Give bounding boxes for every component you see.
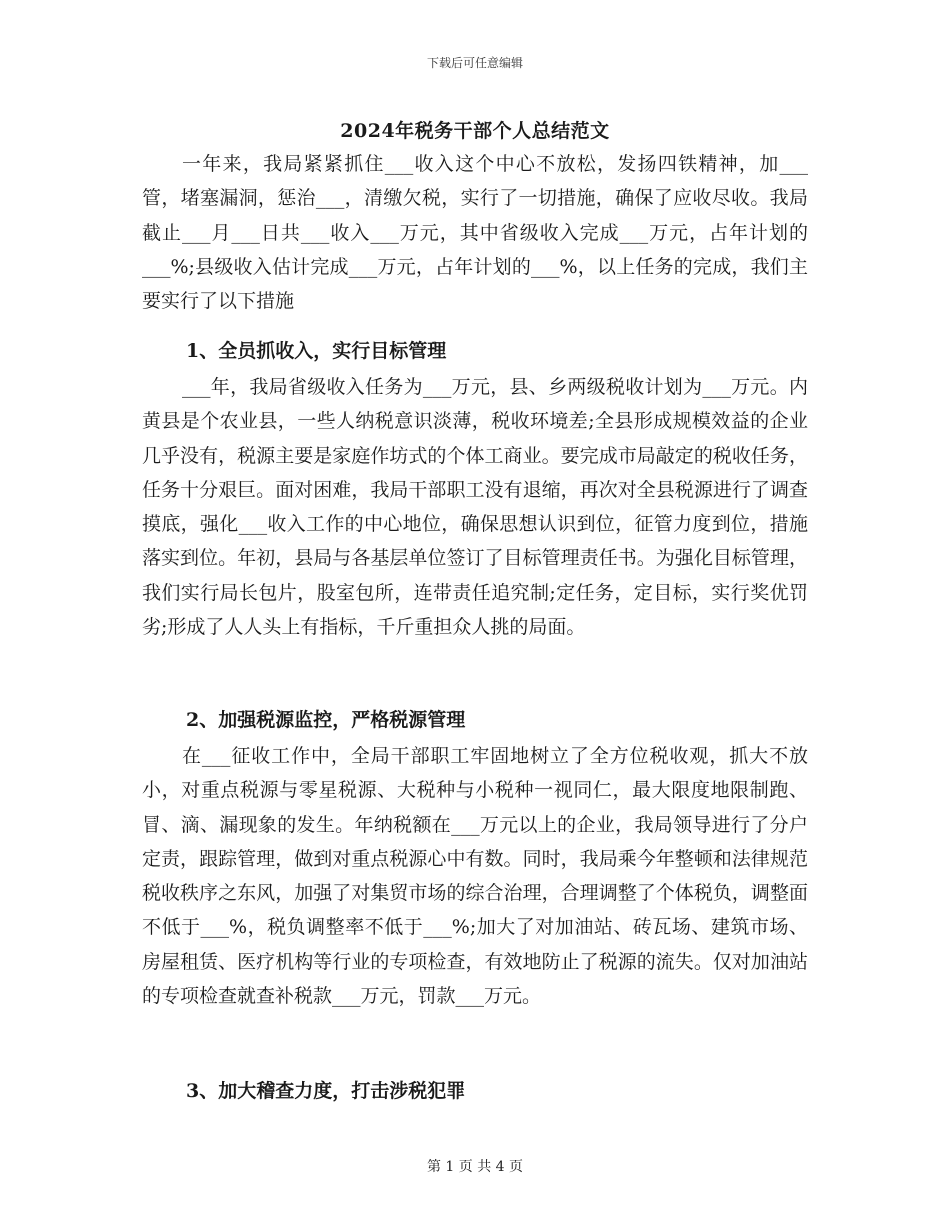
intro-paragraph: 一年来，我局紧紧抓住___收入这个中心不放松，发扬四铁精神，加___管，堵塞漏洞，惩治___，清缴欠税，实行了一切措施，确保了应收尽收。我局截止___月___日共___收入___万元，其中省级收入完成___万元，占年计划的___%;县级收入估计完成___万元，占年计划的___%，以上任务的完成，我们主要实行了以下措施 <box>142 153 808 313</box>
document-title: 2024年税务干部个人总结范文 <box>340 120 610 142</box>
section-1-paragraph: ___年，我局省级收入任务为___万元，县、乡两级税收计划为___万元。内黄县是个农业县，一些人纳税意识淡薄，税收环境差;全县形成规模效益的企业几乎没有，税源主要是家庭作坊式的个体工商业。要完成市局敲定的税收任务，任务十分艰巨。面对困难，我局干部职工没有退缩，再次对全县税源进行了调查摸底，强化___收入工作的中心地位，确保思想认识到位，征管力度到位，措施落实到位。年初，县局与各基层单位签订了目标管理责任书。为强化目标管理，我们实行局长包片，股室包所，连带责任追究制;定任务，定目标，实行奖优罚劣;形成了人人头上有指标，千斤重担众人挑的局面。 <box>142 376 808 639</box>
section-3-heading: 3、加大稽查力度，打击涉税犯罪 <box>186 1080 466 1102</box>
section-2-paragraph: 在___征收工作中，全局干部职工牢固地树立了全方位税收观，抓大不放小，对重点税源与零星税源、大税种与小税种一视同仁，最大限度地限制跑、冒、滴、漏现象的发生。年纳税额在___万元以上的企业，我局领导进行了分户定责，跟踪管理，做到对重点税源心中有数。同时，我局乘今年整顿和法律规范税收秩序之东风，加强了对集贸市场的综合治理，合理调整了个体税负，调整面不低于___%，税负调整率不低于___%;加大了对加油站、砖瓦场、建筑市场、房屋租赁、医疗机构等行业的专项检查，有效地防止了税源的流失。仅对加油站的专项检查就查补税款___万元，罚款___万元。 <box>142 745 808 1008</box>
download-editable-note: 下载后可任意编辑 <box>426 56 523 70</box>
section-1-heading: 1、全员抓收入，实行目标管理 <box>186 340 447 362</box>
section-2-heading: 2、加强税源监控，严格税源管理 <box>186 709 466 731</box>
page-number-footer: 第 1 页 共 4 页 <box>426 1159 524 1175</box>
